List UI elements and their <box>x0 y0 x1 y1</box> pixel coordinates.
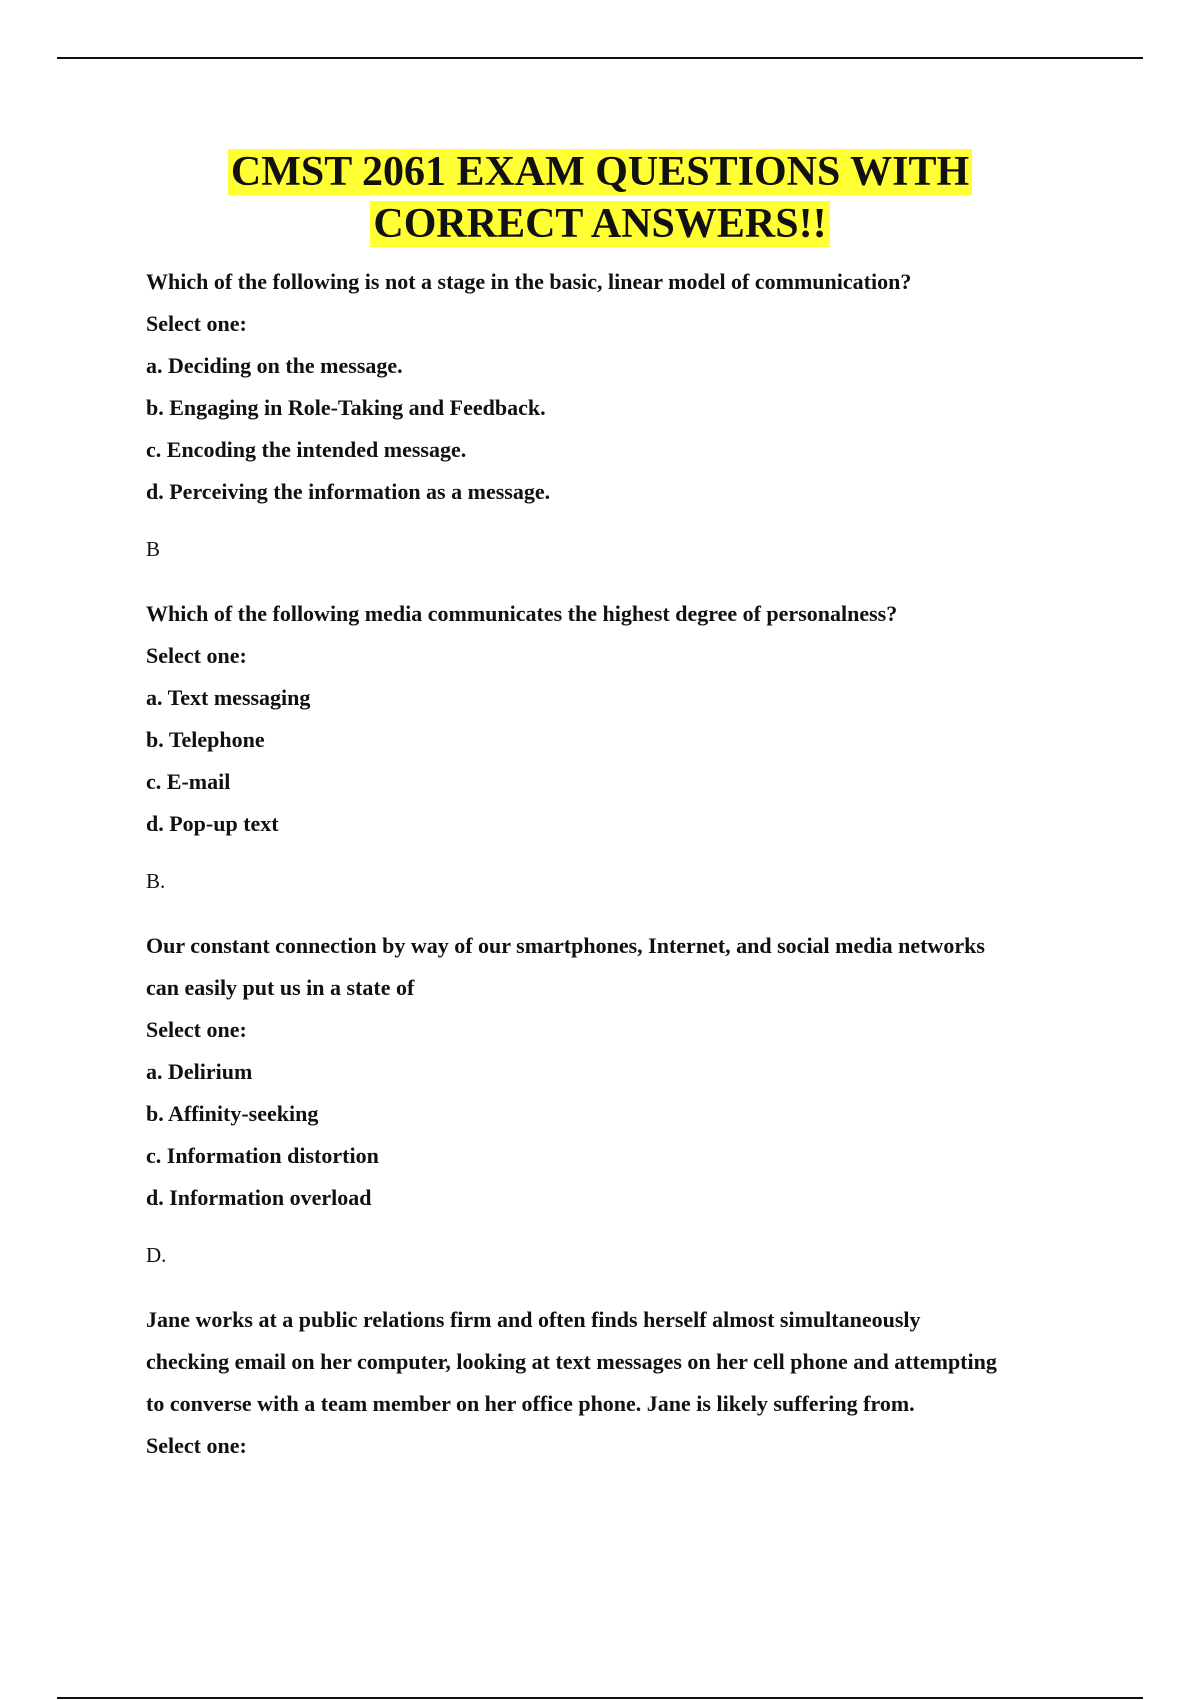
answer-option: b. Engaging in Role-Taking and Feedback. <box>146 395 546 420</box>
correct-answer: B <box>146 537 161 561</box>
question-text: Jane works at a public relations firm and often finds herself almost simultaneously <box>146 1307 921 1332</box>
answer-option: d. Perceiving the information as a message. <box>146 479 551 504</box>
question-text: Which of the following media communicates the highest degree of personalness? <box>146 601 898 626</box>
bottom-rule <box>57 1697 1143 1699</box>
answer-option: d. Information overload <box>146 1185 372 1210</box>
select-one-label: Select one: <box>146 1017 247 1042</box>
title-line-2: CORRECT ANSWERS!! <box>370 201 829 247</box>
questions-list <box>146 261 1106 1467</box>
answer-option: c. Information distortion <box>146 1143 379 1168</box>
answer-option: a. Text messaging <box>146 685 311 710</box>
top-rule <box>57 57 1143 59</box>
select-one-label: Select one: <box>146 643 247 668</box>
question-1 <box>146 261 1106 570</box>
answer-option: d. Pop-up text <box>146 811 279 836</box>
answer-option: b. Affinity-seeking <box>146 1101 319 1126</box>
question-2 <box>146 593 1106 902</box>
question-text: can easily put us in a state of <box>146 975 415 1000</box>
question-text: checking email on her computer, looking at text messages on her cell phone and attempting <box>146 1349 997 1374</box>
answer-option: a. Delirium <box>146 1059 253 1084</box>
page-title <box>0 146 1200 250</box>
answer-option: b. Telephone <box>146 727 265 752</box>
question-4 <box>146 1299 1106 1467</box>
select-one-label: Select one: <box>146 1433 247 1458</box>
answer-option: a. Deciding on the message. <box>146 353 403 378</box>
title-line-1: CMST 2061 EXAM QUESTIONS WITH <box>228 149 972 195</box>
select-one-label: Select one: <box>146 311 247 336</box>
question-text: Which of the following is not a stage in the basic, linear model of communication? <box>146 269 912 294</box>
question-3 <box>146 925 1106 1276</box>
answer-option: c. Encoding the intended message. <box>146 437 467 462</box>
correct-answer: B. <box>146 869 166 893</box>
question-text: Our constant connection by way of our smartphones, Internet, and social media networks <box>146 933 985 958</box>
correct-answer: D. <box>146 1243 167 1267</box>
answer-option: c. E-mail <box>146 769 231 794</box>
question-text: to converse with a team member on her office phone. Jane is likely suffering from. <box>146 1391 915 1416</box>
